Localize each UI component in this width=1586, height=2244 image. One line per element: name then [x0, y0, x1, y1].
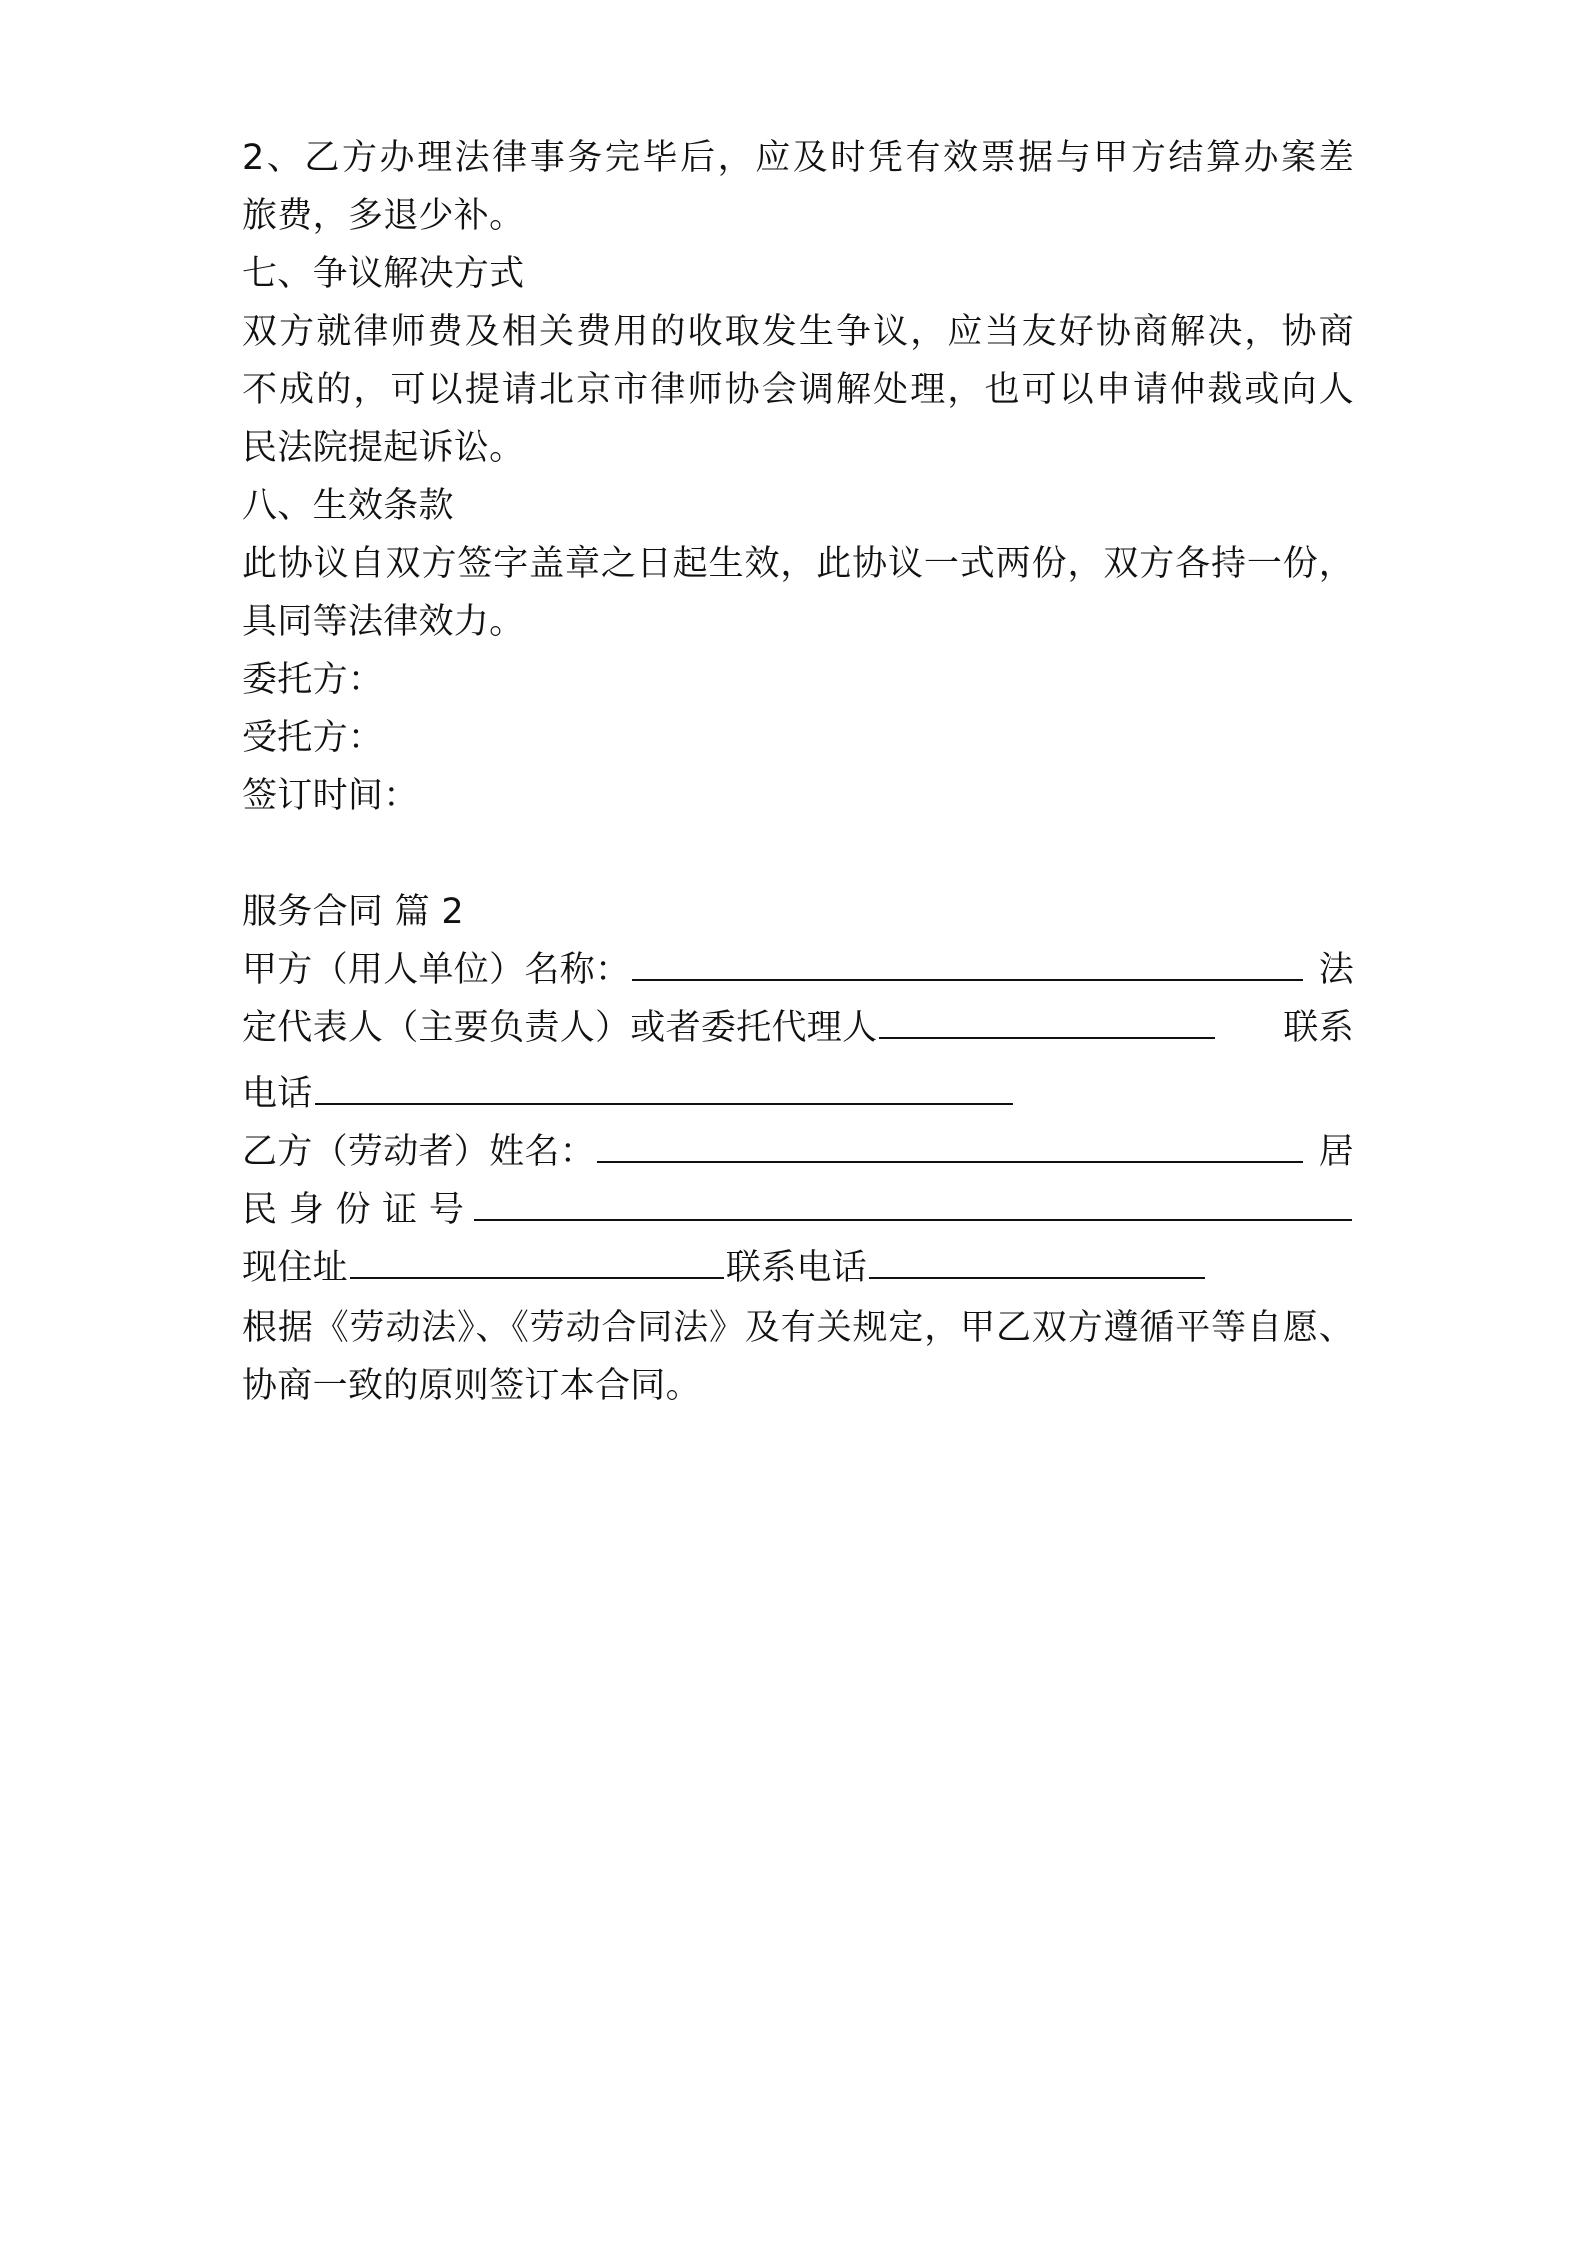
id-label: 民 身 份 证 号: [242, 1190, 465, 1230]
contract-title: 服务合同 篇 2: [242, 892, 464, 932]
paragraph-line: 旅费，多退少补。: [242, 196, 525, 236]
party-a-name-label: 甲方（用人单位）名称：: [242, 950, 631, 990]
paragraph-line: 具同等法律效力。: [242, 602, 525, 642]
form-row-party-b: [242, 1122, 1354, 1182]
document-page: [242, 0, 1354, 2244]
address-blank: [350, 1239, 724, 1279]
contact-phone-label: 联系电话: [725, 1248, 868, 1288]
legal-rep-label: 定代表人（主要负责人）或者委托代理人: [242, 1008, 878, 1048]
paragraph-line: 此协议自双方签字盖章之日起生效，此协议一式两份，双方各持一份，: [242, 544, 1354, 584]
closing-line: 根据《劳动法》、《劳动合同法》及有关规定，甲乙双方遵循平等自愿、: [242, 1308, 1354, 1348]
contact-phone-blank: [869, 1239, 1205, 1279]
id-prefix: 居: [1318, 1132, 1354, 1172]
party-a-name-blank: [632, 941, 1302, 981]
signature-principal: 委托方：: [242, 660, 384, 700]
form-row-id: [242, 1180, 1354, 1240]
paragraph-line: 双方就律师费及相关费用的收取发生争议，应当友好协商解决，协商: [242, 312, 1354, 352]
legal-rep-blank: [879, 999, 1215, 1039]
section-heading-dispute: 七、争议解决方式: [242, 254, 525, 294]
section-heading-effective: 八、生效条款: [242, 486, 454, 526]
signature-date: 签订时间：: [242, 776, 419, 816]
form-row-legal-rep: [242, 998, 1354, 1058]
phone-blank: [315, 1065, 1013, 1105]
form-row-phone: [242, 1064, 1354, 1124]
paragraph-line: 2、乙方办理法律事务完毕后，应及时凭有效票据与甲方结算办案差: [242, 138, 1354, 178]
legal-rep-prefix: 法: [1318, 950, 1354, 990]
form-row-party-a: [242, 940, 1354, 1000]
id-blank: [474, 1181, 1352, 1221]
party-b-name-label: 乙方（劳动者）姓名：: [242, 1132, 596, 1172]
closing-line: 协商一致的原则签订本合同。: [242, 1366, 701, 1406]
address-label: 现住址: [242, 1248, 348, 1288]
phone-label: 电话: [242, 1074, 313, 1114]
signature-agent: 受托方：: [242, 718, 384, 758]
phone-prefix: 联系: [1283, 1008, 1354, 1048]
form-row-address: [242, 1238, 1354, 1298]
party-b-name-blank: [597, 1123, 1303, 1163]
paragraph-line: 民法院提起诉讼。: [242, 428, 525, 468]
paragraph-line: 不成的，可以提请北京市律师协会调解处理，也可以申请仲裁或向人: [242, 370, 1354, 410]
